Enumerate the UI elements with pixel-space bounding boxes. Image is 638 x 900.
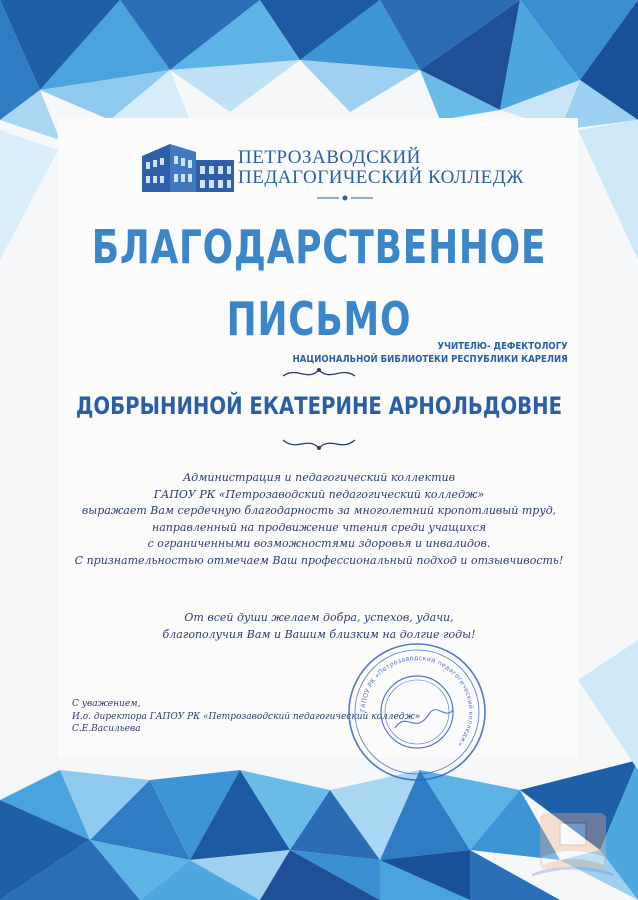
document-title-line1: БЛАГОДАРСТВЕННОЕ <box>91 220 547 274</box>
official-stamp <box>345 640 490 785</box>
college-name-line1: ПЕТРОЗАВОДСКИЙ <box>238 147 421 168</box>
signature-name: С.Е.Васильева <box>72 724 141 734</box>
body-line: ГАПОУ РК «Петрозаводский педагогический колледж» <box>153 487 485 501</box>
recipient-role-line1: УЧИТЕЛЮ- ДЕФЕКТОЛОГУ <box>437 341 568 352</box>
stamp-ring-text: ГАПОУ РК «Петрозаводский педагогический колледж» <box>359 654 475 748</box>
bottom-flourish-ornament <box>279 432 359 456</box>
signature-regards: С уважением, <box>72 699 141 709</box>
college-logo <box>140 138 524 200</box>
top-flourish-ornament <box>279 362 359 384</box>
college-name-line2: ПЕДАГОГИЧЕСКИЙ КОЛЛЕДЖ <box>238 167 524 188</box>
body-line: направленный на продвижение чтения среди учащихся <box>152 520 486 534</box>
college-name <box>238 148 524 188</box>
college-building-icon <box>140 138 236 194</box>
letter-wishes <box>0 610 638 643</box>
recipient-role-line2: НАЦИОНАЛЬНОЙ БИБЛИОТЕКИ РЕСПУБЛИКИ КАРЕЛИЯ <box>292 354 568 365</box>
logo-underline-ornament <box>315 194 375 202</box>
body-line: Администрация и педагогический коллектив <box>182 471 456 484</box>
body-line: выражает Вам сердечную благодарность за многолетний кропотливый труд, <box>81 504 557 517</box>
letter-body <box>0 470 638 569</box>
wish-line: благополучия Вам и Вашим близким на долгие годы! <box>162 627 476 641</box>
library-watermark-logo <box>512 795 632 895</box>
wish-line: От всей души желаем добра, успехов, удачи, <box>184 611 454 624</box>
document-title-line2: ПИСЬМО <box>226 292 412 346</box>
recipient-name: ДОБРЫНИНОЙ ЕКАТЕРИНЕ АРНОЛЬДОВНЕ <box>75 392 563 420</box>
body-line: с ограниченными возможностями здоровья и инвалидов. <box>147 537 491 550</box>
body-line: С признательностью отмечаем Ваш профессиональный подход и отзывчивость! <box>74 553 564 567</box>
svg-text:ГАПОУ РК «Петрозаводский педаг <box>360 655 475 748</box>
signature-position: И.о. директора ГАПОУ РК «Петрозаводский педагогический колледж» <box>72 711 421 722</box>
